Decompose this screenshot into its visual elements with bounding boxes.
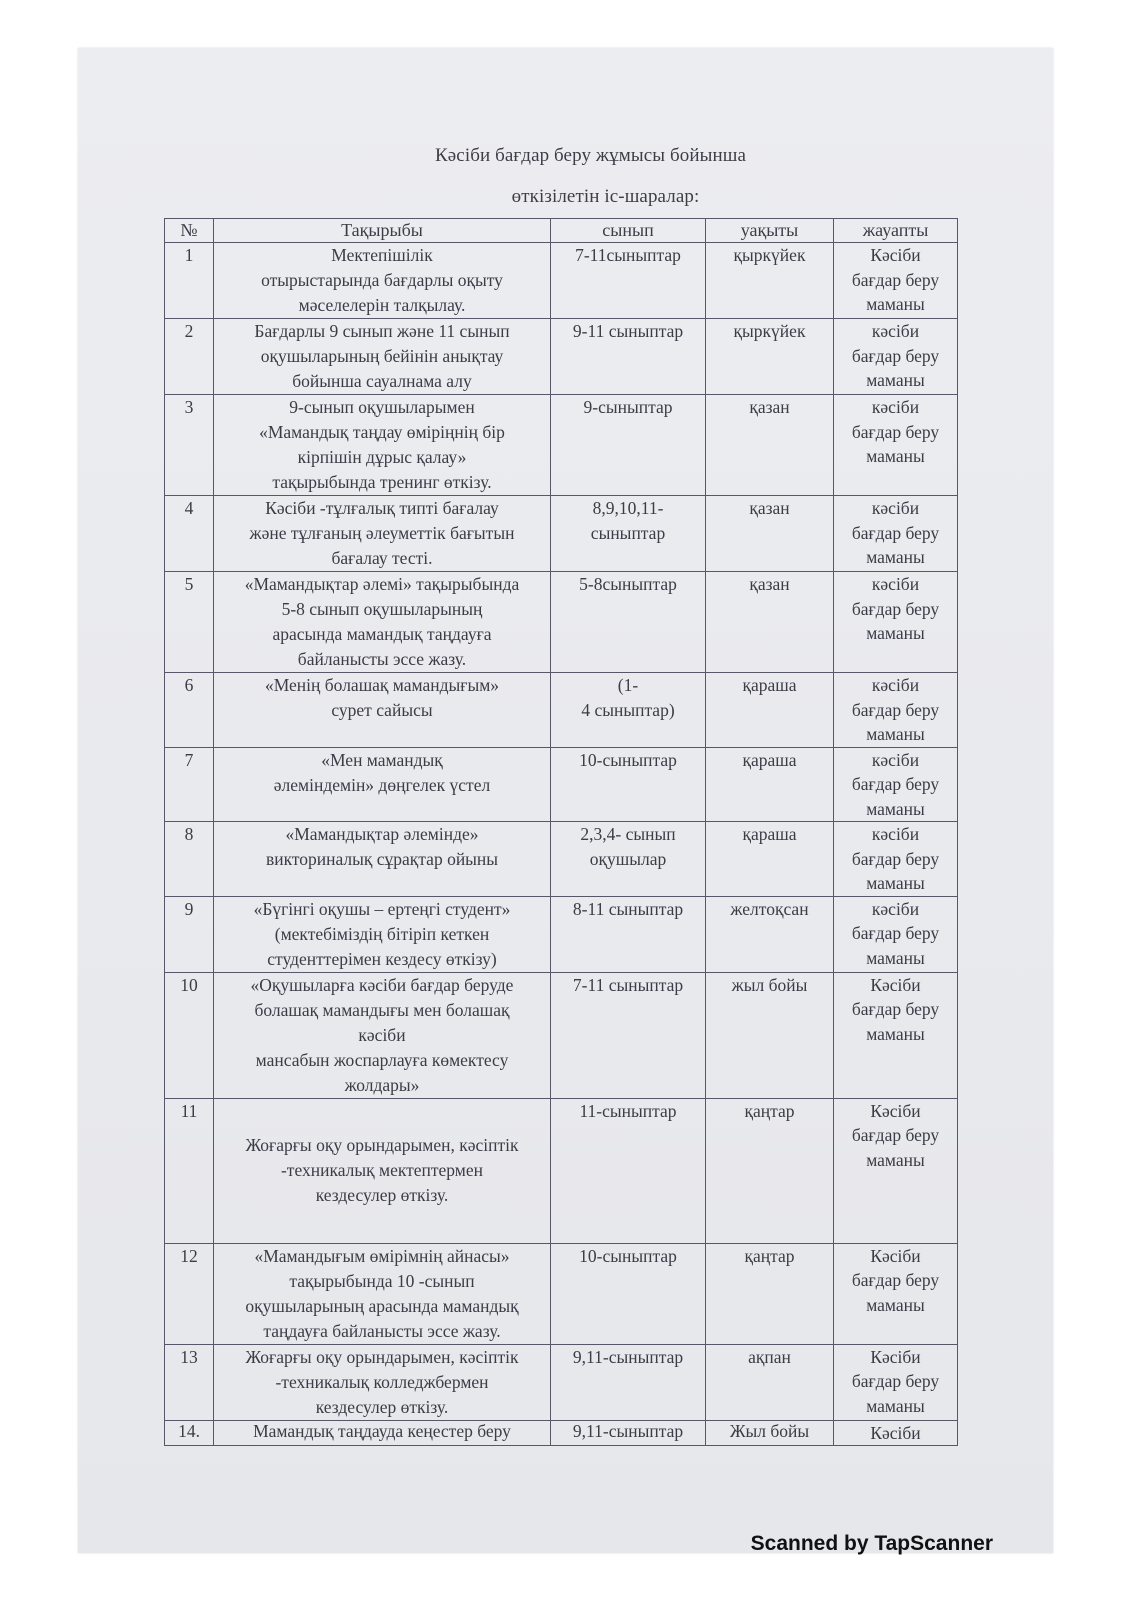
row-number: 14. xyxy=(165,1420,214,1446)
document-title-line-1: Кәсіби бағдар беру жұмысы бойынша xyxy=(435,145,746,166)
table-row xyxy=(165,747,958,822)
row-number: 7 xyxy=(165,747,214,822)
header-responsible: жауапты xyxy=(834,219,958,243)
row-responsible: Кәсіби бағдар беру маманы xyxy=(834,972,958,1098)
row-topic: 9-сынып оқушыларымен «Мамандық таңдау өміріңнің бір кірпішін дұрыс қалау» тақырыбында тренинг өткізу. xyxy=(214,395,551,496)
row-number: 10 xyxy=(165,972,214,1098)
row-topic: Жоғарғы оқу орындарымен, кәсіптік -техникалық колледжбермен кездесулер өткізу. xyxy=(214,1344,551,1420)
row-class: 9,11-сыныптар xyxy=(551,1420,706,1446)
row-responsible: Кәсіби бағдар беру маманы xyxy=(834,243,958,319)
row-class: 7-11сыныптар xyxy=(551,243,706,319)
row-class: 11-сыныптар xyxy=(551,1098,706,1243)
table-row xyxy=(165,972,958,1098)
row-number: 12 xyxy=(165,1243,214,1344)
row-responsible: кәсіби бағдар беру маманы xyxy=(834,673,958,748)
row-responsible: кәсіби бағдар беру маманы xyxy=(834,395,958,496)
row-responsible: кәсіби бағдар беру маманы xyxy=(834,822,958,897)
row-class: 10-сыныптар xyxy=(551,1243,706,1344)
row-class: 2,3,4- сынып оқушылар xyxy=(551,822,706,897)
row-class: 8-11 сыныптар xyxy=(551,896,706,972)
table-header-row xyxy=(165,219,958,243)
row-topic: «Оқушыларға кәсіби бағдар беруде болашақ мамандығы мен болашақ кәсіби мансабын жоспарлауға көмектесу жолдары» xyxy=(214,972,551,1098)
row-class: 8,9,10,11- сыныптар xyxy=(551,496,706,572)
row-class: 9,11-сыныптар xyxy=(551,1344,706,1420)
row-topic: Мамандық таңдауда кеңестер беру xyxy=(214,1420,551,1446)
row-topic: «Мамандықтар әлемі» тақырыбында 5-8 сынып оқушыларының арасында мамандық таңдауға байланысты эссе жазу. xyxy=(214,572,551,673)
table-row xyxy=(165,673,958,748)
row-class: (1- 4 сыныптар) xyxy=(551,673,706,748)
row-number: 4 xyxy=(165,496,214,572)
row-responsible: Кәсіби бағдар беру маманы xyxy=(834,1243,958,1344)
row-topic: «Бүгінгі оқушы – ертеңгі студент» (мектебіміздің бітіріп кеткен студенттерімен кездесу өткізу) xyxy=(214,896,551,972)
row-number: 2 xyxy=(165,319,214,395)
table-row xyxy=(165,822,958,897)
table-row xyxy=(165,1243,958,1344)
activities-table xyxy=(164,218,958,1446)
row-time: Жыл бойы xyxy=(706,1420,834,1446)
row-time: қаңтар xyxy=(706,1243,834,1344)
table-row xyxy=(165,572,958,673)
row-number: 8 xyxy=(165,822,214,897)
row-time: қазан xyxy=(706,572,834,673)
row-number: 9 xyxy=(165,896,214,972)
row-time: қыркүйек xyxy=(706,243,834,319)
row-number: 3 xyxy=(165,395,214,496)
row-responsible: кәсіби бағдар беру маманы xyxy=(834,572,958,673)
row-responsible: Кәсіби бағдар беру маманы xyxy=(834,1098,958,1243)
row-time: қараша xyxy=(706,747,834,822)
table-row xyxy=(165,319,958,395)
row-responsible: кәсіби бағдар беру маманы xyxy=(834,896,958,972)
row-time: қараша xyxy=(706,673,834,748)
row-time: қазан xyxy=(706,496,834,572)
table-row xyxy=(165,496,958,572)
row-number: 11 xyxy=(165,1098,214,1243)
row-responsible: Кәсіби бағдар беру маманы xyxy=(834,1344,958,1420)
row-class: 9-сыныптар xyxy=(551,395,706,496)
row-time: қаңтар xyxy=(706,1098,834,1243)
row-topic: «Мамандықтар әлемінде» викториналық сұрақтар ойыны xyxy=(214,822,551,897)
row-topic: Мектепішілік отырыстарында бағдарлы оқыту мәселелерін талқылау. xyxy=(214,243,551,319)
table-row xyxy=(165,243,958,319)
scanned-page xyxy=(78,48,1053,1553)
header-number: № xyxy=(165,219,214,243)
table-body xyxy=(165,243,958,1446)
row-class: 10-сыныптар xyxy=(551,747,706,822)
row-number: 13 xyxy=(165,1344,214,1420)
row-responsible: кәсіби бағдар беру маманы xyxy=(834,496,958,572)
row-topic: Бағдарлы 9 сынып және 11 сынып оқушыларының бейінін анықтау бойынша сауалнама алу xyxy=(214,319,551,395)
table-row xyxy=(165,1420,958,1446)
row-class: 5-8сыныптар xyxy=(551,572,706,673)
row-topic: «Мамандығым өмірімнің айнасы» тақырыбында 10 -сынып оқушыларының арасында мамандық таңдауға байланысты эссе жазу. xyxy=(214,1243,551,1344)
row-topic: Кәсіби -тұлғалық типті бағалау және тұлғаның әлеуметтік бағытын бағалау тесті. xyxy=(214,496,551,572)
row-number: 6 xyxy=(165,673,214,748)
row-responsible: кәсіби бағдар беру маманы xyxy=(834,747,958,822)
row-topic: «Мен мамандық әлеміндемін» дөңгелек үстел xyxy=(214,747,551,822)
row-number: 1 xyxy=(165,243,214,319)
row-class: 7-11 сыныптар xyxy=(551,972,706,1098)
row-time: жыл бойы xyxy=(706,972,834,1098)
row-responsible: Кәсіби xyxy=(834,1420,958,1446)
table-row xyxy=(165,395,958,496)
row-time: қараша xyxy=(706,822,834,897)
row-number: 5 xyxy=(165,572,214,673)
row-class: 9-11 сыныптар xyxy=(551,319,706,395)
scanner-watermark: Scanned by TapScanner xyxy=(750,1532,993,1555)
row-time: ақпан xyxy=(706,1344,834,1420)
header-class: сынып xyxy=(551,219,706,243)
table-row xyxy=(165,1098,958,1243)
header-time: уақыты xyxy=(706,219,834,243)
row-time: желтоқсан xyxy=(706,896,834,972)
row-time: қыркүйек xyxy=(706,319,834,395)
document-title-line-2: өткізілетін іс-шаралар: xyxy=(511,186,700,207)
table-row xyxy=(165,1344,958,1420)
table-row xyxy=(165,896,958,972)
row-time: қазан xyxy=(706,395,834,496)
header-topic: Тақырыбы xyxy=(214,219,551,243)
row-responsible: кәсіби бағдар беру маманы xyxy=(834,319,958,395)
row-topic: «Менің болашақ мамандығым» сурет сайысы xyxy=(214,673,551,748)
row-topic: Жоғарғы оқу орындарымен, кәсіптік -техникалық мектептермен кездесулер өткізу. xyxy=(214,1098,551,1243)
